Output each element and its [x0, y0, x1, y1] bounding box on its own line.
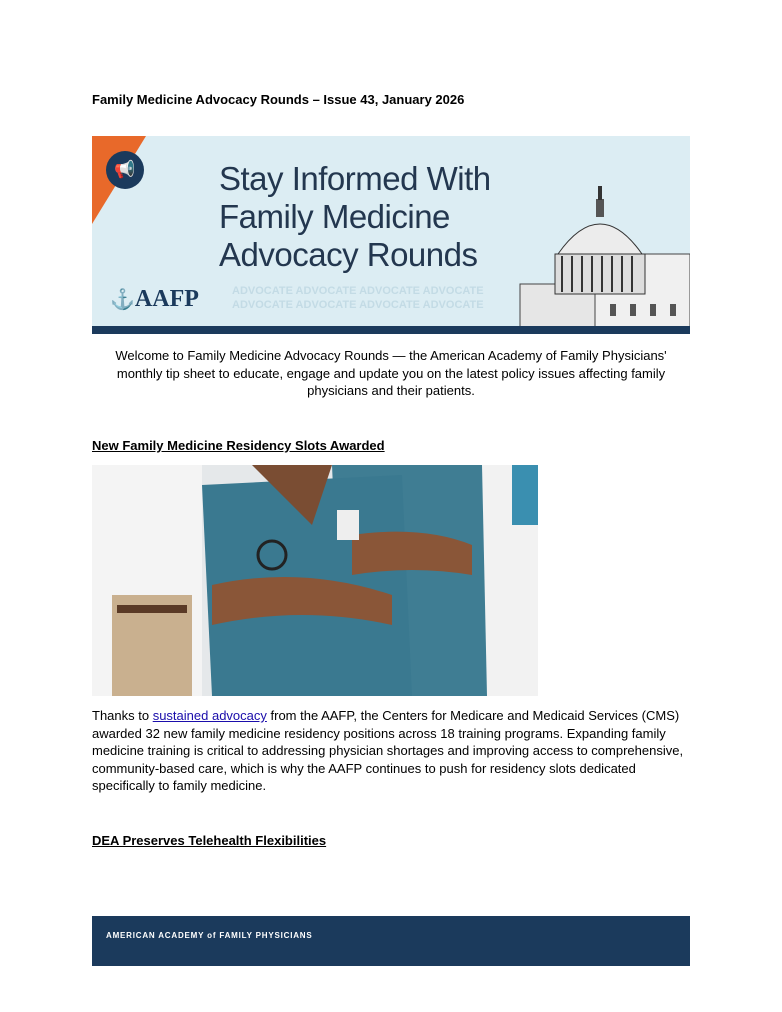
newsletter-banner [92, 136, 690, 334]
footer-banner [92, 916, 690, 966]
megaphone-icon: 📢 [106, 151, 144, 189]
torch-icon: ⚓ [110, 289, 135, 311]
capitol-building-image [500, 174, 690, 334]
banner-watermark: ADVOCATE ADVOCATE ADVOCATE ADVOCATE ADVOCATE ADVOCATE ADVOCATE ADVOCATE [232, 285, 484, 311]
welcome-text: Welcome to Family Medicine Advocacy Rounds — the American Academy of Family Physicians' monthly tip sheet to educate, engage and update you on the latest policy issues affecting family physicians and their patients. [115, 348, 667, 398]
healthcare-workers-photo [92, 465, 538, 696]
banner-bottom-bar [92, 326, 690, 334]
section-heading-residency-slots: New Family Medicine Residency Slots Awarded [92, 438, 385, 453]
section-heading-dea-telehealth: DEA Preserves Telehealth Flexibilities [92, 833, 327, 848]
banner-headline: Stay Informed With Family Medicine Advocacy Rounds [219, 160, 491, 273]
residency-slots-paragraph: Thanks to sustained advocacy from the AAFP, the Centers for Medicare and Medicaid Services (CMS) awarded 32 new family medicine residency positions across 18 training programs. Expanding family medicine training is critical to addressing physician shortages and improving access to comprehensive, community-based care, which is why the AAFP continues to push for residency slots dedicated specifically to family medicine. [92, 708, 684, 794]
sustained-advocacy-link[interactable]: sustained advocacy [152, 708, 267, 723]
aafp-logo: ⚓AAFP [110, 286, 199, 312]
footer-organization-name: AMERICAN ACADEMY of FAMILY PHYSICIANS [106, 931, 313, 940]
document-title: Family Medicine Advocacy Rounds – Issue 43, January 2026 [92, 92, 465, 107]
